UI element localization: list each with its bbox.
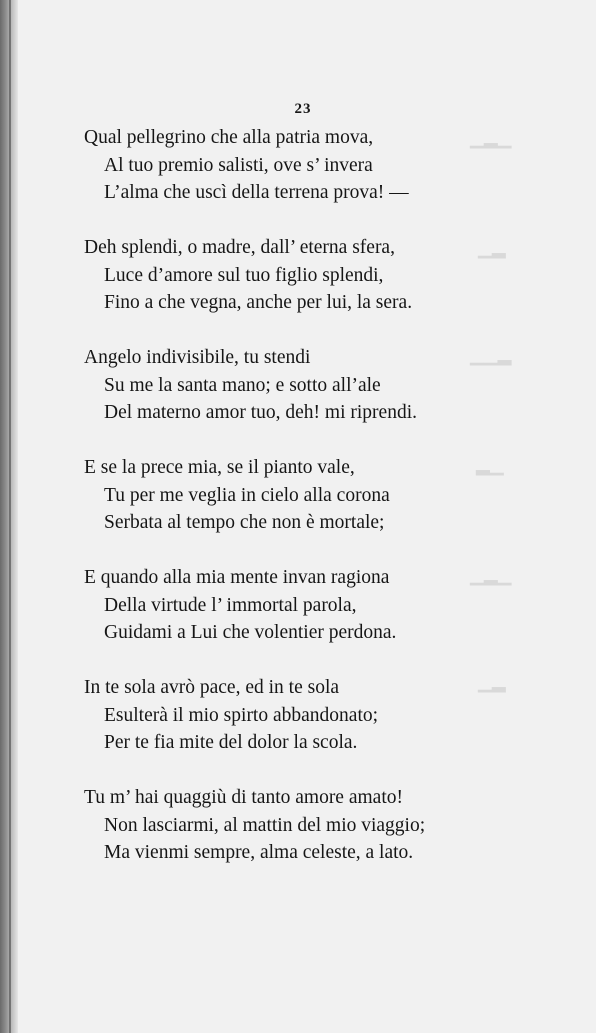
verse-line: Qual pellegrino che alla patria mova, [84,127,374,148]
stanza [84,124,584,234]
verse-line: L’alma che uscì della terrena prova! — [104,182,409,203]
verse-line: Tu per me veglia in cielo alla corona [104,484,390,506]
bleed-through-mark: ▁▁▂ [470,345,512,365]
verse-line: E quando alla mia mente invan ragiona [84,567,390,588]
bleed-through-mark: ▂▁ [476,455,504,475]
verse-line: Deh splendi, o madre, dall’ eterna sfera, [84,237,395,258]
verse-line: Non lasciarmi, al mattin del mio viaggio; [104,814,426,836]
bleed-through-mark: ▁▂ [478,672,506,692]
verse-line: Del materno amor tuo, deh! mi riprendi. [104,402,417,423]
verse-line: Tu m’ hai quaggiù di tanto amore amato! [84,787,403,808]
stanza [84,454,584,564]
stanza [84,674,584,784]
verse-line: Serbata al tempo che non è mortale; [104,512,385,533]
bleed-through-mark: ▁▂ [478,238,506,258]
verse-line: Della virtude l’ immortal parola, [104,594,357,616]
verse-line: Per te fia mite del dolor la scola. [104,732,358,753]
bleed-through-mark: ▁▂▁ [470,565,512,585]
verse-line: Al tuo premio salisti, ove s’ invera [104,154,373,176]
stanza [84,344,584,454]
verse-line: In te sola avrò pace, ed in te sola [84,677,340,698]
binding-shadow-line [9,0,11,1033]
bleed-through-mark: ▁▂▁ [470,128,512,148]
stanza [84,784,584,894]
verse-line: Su me la santa mano; e sotto all’ale [104,374,381,396]
stanza [84,564,584,674]
verse-line: Angelo indivisibile, tu stendi [84,347,311,368]
verse-line: Luce d’amore sul tuo figlio splendi, [104,264,384,286]
verse-line: Ma vienmi sempre, alma celeste, a lato. [104,842,414,863]
verse-line: Fino a che vegna, anche per lui, la sera. [104,292,413,313]
poem [84,124,584,894]
stanza [84,234,584,344]
page-number: 23 [294,101,312,117]
verse-line: E se la prece mia, se il pianto vale, [84,457,355,478]
verse-line: Esulterà il mio spirto abbandonato; [104,704,379,726]
verse-line: Guidami a Lui che volentier perdona. [104,622,397,643]
